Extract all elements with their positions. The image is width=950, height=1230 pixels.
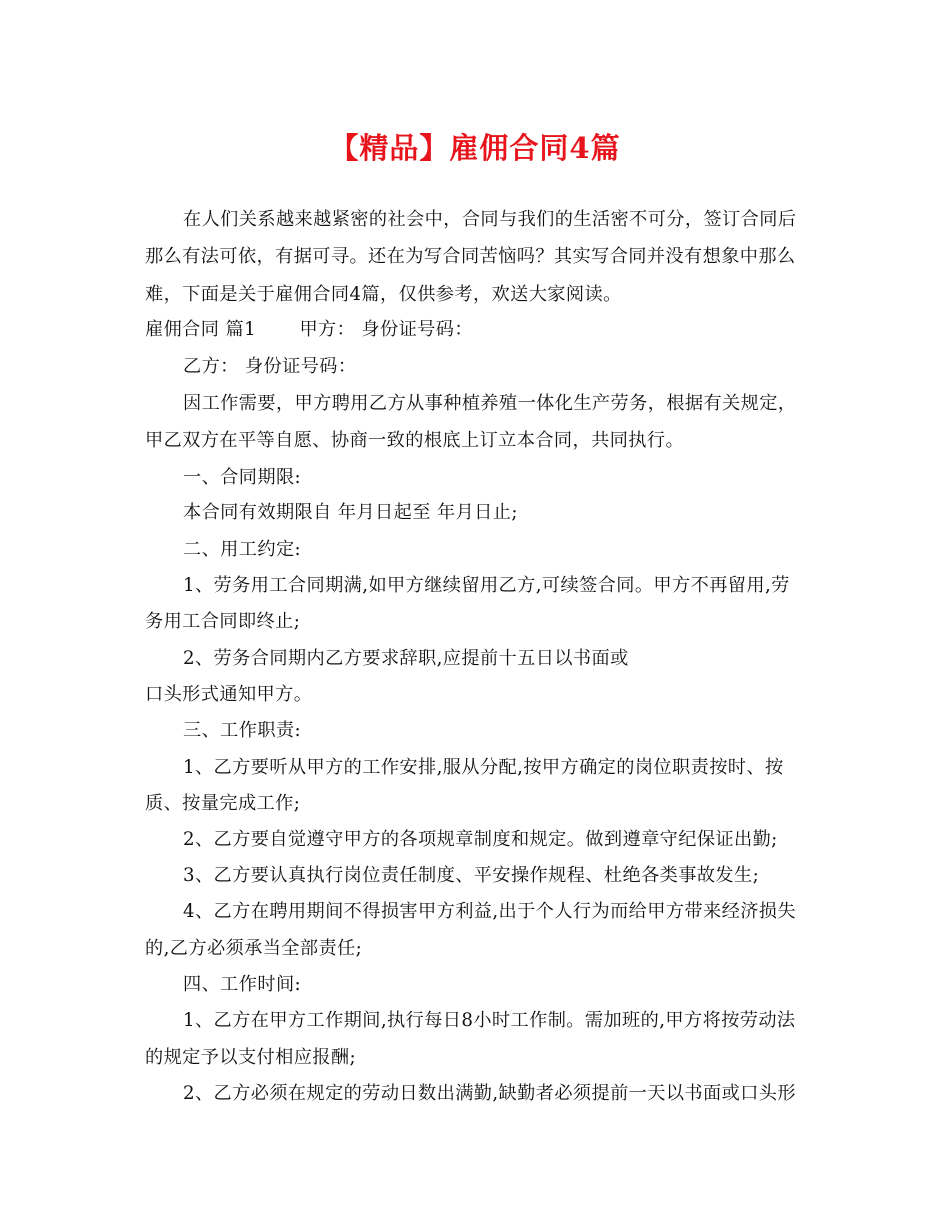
- paragraph-line: 1、乙方要听从甲方的工作安排,服从分配,按甲方确定的岗位职责按时、按: [183, 757, 784, 778]
- paragraph-line: 在人们关系越来越紧密的社会中，合同与我们的生活密不可分，签订合同后: [183, 209, 797, 230]
- paragraph-line: 本合同有效期限自 年月日起至 年月日止;: [183, 502, 518, 523]
- paragraph-line: 3、乙方要认真执行岗位责任制度、平安操作规程、杜绝各类事故发生;: [183, 865, 760, 886]
- paragraph-line: 甲乙双方在平等自愿、协商一致的根底上订立本合同，共同执行。: [145, 430, 685, 451]
- paragraph-line: 1、乙方在甲方工作期间,执行每日8小时工作制。需加班的,甲方将按劳动法: [183, 1010, 796, 1031]
- contract-heading: 雇佣合同 篇1 甲方： 身份证号码：: [145, 319, 473, 340]
- document-title: 【精品】雇佣合同4篇: [329, 131, 621, 165]
- section-heading: 四、工作时间:: [183, 974, 302, 995]
- paragraph-line: 2、乙方必须在规定的劳动日数出满勤,缺勤者必须提前一天以书面或口头形: [183, 1083, 796, 1104]
- paragraph-line: 1、劳务用工合同期满,如甲方继续留用乙方,可续签合同。甲方不再留用,劳: [183, 575, 790, 596]
- section-heading: 一、合同期限:: [183, 467, 302, 488]
- paragraph-line: 因工作需要，甲方聘用乙方从事种植养殖一体化生产劳务，根据有关规定，: [183, 393, 797, 414]
- paragraph-line: 的规定予以支付相应报酬;: [145, 1047, 356, 1068]
- section-heading: 三、工作职责:: [183, 720, 302, 741]
- paragraph-line: 质、按量完成工作;: [145, 793, 301, 814]
- paragraph-line: 的,乙方必须承当全部责任;: [145, 938, 363, 959]
- paragraph-line: 难，下面是关于雇佣合同4篇，仅供参考，欢送大家阅读。: [145, 284, 622, 305]
- paragraph-line: 2、劳务合同期内乙方要求辞职,应提前十五日以书面或: [183, 648, 629, 669]
- paragraph-line: 那么有法可依，有据可寻。还在为写合同苦恼吗？其实写合同并没有想象中那么: [145, 246, 796, 267]
- paragraph-line: 口头形式通知甲方。: [145, 684, 313, 705]
- paragraph-line: 2、乙方要自觉遵守甲方的各项规章制度和规定。做到遵章守纪保证出勤;: [183, 829, 778, 850]
- paragraph-line: 务用工合同即终止;: [145, 611, 301, 632]
- paragraph-line: 4、乙方在聘用期间不得损害甲方利益,出于个人行为而给甲方带来经济损失: [183, 901, 796, 922]
- section-heading: 二、用工约定:: [183, 539, 302, 560]
- paragraph-line: 乙方： 身份证号码：: [183, 356, 357, 377]
